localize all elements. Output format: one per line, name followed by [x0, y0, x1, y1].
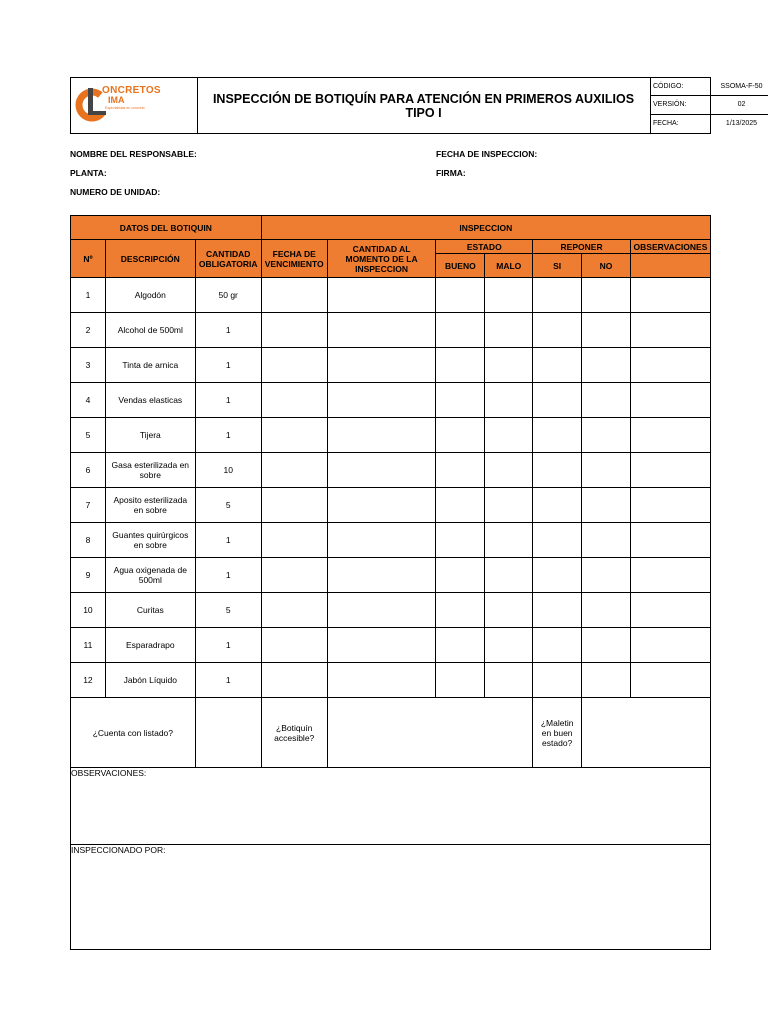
table-row — [71, 348, 711, 383]
observaciones-label: OBSERVACIONES: — [71, 768, 147, 778]
table-row — [71, 278, 711, 313]
table-row — [71, 453, 711, 488]
row-no[interactable] — [582, 558, 631, 593]
col-descripcion: DESCRIPCIÓN — [105, 240, 195, 278]
row-vencimiento[interactable] — [261, 453, 327, 488]
row-number: 1 — [71, 278, 106, 313]
col-bueno: BUENO — [436, 254, 485, 278]
q-maletin: ¿Maletin en buen estado? — [533, 698, 582, 768]
row-description: Curitas — [105, 593, 195, 628]
row-description: Algodón — [105, 278, 195, 313]
row-malo[interactable] — [485, 348, 533, 383]
unidad-label: NUMERO DE UNIDAD: — [70, 187, 161, 197]
observaciones-box[interactable] — [70, 767, 711, 845]
row-bueno[interactable] — [436, 453, 485, 488]
row-si[interactable] — [533, 383, 582, 418]
col-n: Nº — [71, 240, 106, 278]
row-malo[interactable] — [485, 523, 533, 558]
fecha-inspeccion-label: FECHA DE INSPECCION: — [436, 149, 538, 159]
row-quantity: 1 — [195, 383, 261, 418]
row-description: Jabón Líquido — [105, 663, 195, 698]
row-si[interactable] — [533, 558, 582, 593]
col-observaciones-empty — [630, 254, 710, 278]
row-description: Guantes quirúrgicos en sobre — [105, 523, 195, 558]
document-title: INSPECCIÓN DE BOTIQUÍN PARA ATENCIÓN EN PRIMEROS AUXILIOS TIPO I — [197, 78, 651, 133]
row-quantity: 1 — [195, 313, 261, 348]
row-malo[interactable] — [485, 383, 533, 418]
datos-header: DATOS DEL BOTIQUIN — [71, 216, 262, 240]
row-malo[interactable] — [485, 558, 533, 593]
row-no[interactable] — [582, 453, 631, 488]
row-cantidad-momento[interactable] — [327, 278, 436, 313]
table-row — [71, 418, 711, 453]
company-logo — [71, 78, 198, 133]
row-description: Tinta de arnica — [105, 348, 195, 383]
row-observaciones[interactable] — [630, 348, 710, 383]
row-malo[interactable] — [485, 663, 533, 698]
row-bueno[interactable] — [436, 348, 485, 383]
document-header — [70, 77, 763, 134]
row-malo[interactable] — [485, 453, 533, 488]
col-observaciones: OBSERVACIONES — [630, 240, 710, 254]
row-description: Vendas elasticas — [105, 383, 195, 418]
col-cantidad-momento: CANTIDAD AL MOMENTO DE LA INSPECCION — [327, 240, 436, 278]
row-no[interactable] — [582, 383, 631, 418]
row-cantidad-momento[interactable] — [327, 558, 436, 593]
row-observaciones[interactable] — [630, 488, 710, 523]
row-bueno[interactable] — [436, 278, 485, 313]
row-number: 5 — [71, 418, 106, 453]
row-quantity: 50 gr — [195, 278, 261, 313]
row-si[interactable] — [533, 523, 582, 558]
table-row — [71, 558, 711, 593]
row-cantidad-momento[interactable] — [327, 593, 436, 628]
row-si[interactable] — [533, 663, 582, 698]
q-listado-answer[interactable] — [195, 698, 261, 768]
table-row — [71, 488, 711, 523]
row-observaciones[interactable] — [630, 628, 710, 663]
row-si[interactable] — [533, 418, 582, 453]
code-label: CÓDIGO: — [651, 78, 710, 96]
col-no: NO — [582, 254, 631, 278]
row-cantidad-momento[interactable] — [327, 628, 436, 663]
row-no[interactable] — [582, 278, 631, 313]
row-cantidad-momento[interactable] — [327, 383, 436, 418]
responsable-label: NOMBRE DEL RESPONSABLE: — [70, 149, 197, 159]
row-observaciones[interactable] — [630, 523, 710, 558]
row-bueno[interactable] — [436, 488, 485, 523]
row-bueno[interactable] — [436, 558, 485, 593]
row-malo[interactable] — [485, 313, 533, 348]
row-number: 4 — [71, 383, 106, 418]
row-description: Alcohol de 500ml — [105, 313, 195, 348]
row-no[interactable] — [582, 418, 631, 453]
row-vencimiento[interactable] — [261, 313, 327, 348]
table-row — [71, 383, 711, 418]
row-observaciones[interactable] — [630, 313, 710, 348]
row-si[interactable] — [533, 278, 582, 313]
row-si[interactable] — [533, 628, 582, 663]
row-vencimiento[interactable] — [261, 348, 327, 383]
row-description: Gasa esterilizada en sobre — [105, 453, 195, 488]
table-row — [71, 523, 711, 558]
row-cantidad-momento[interactable] — [327, 523, 436, 558]
row-vencimiento[interactable] — [261, 488, 327, 523]
row-observaciones[interactable] — [630, 383, 710, 418]
row-cantidad-momento[interactable] — [327, 453, 436, 488]
inspeccionado-label: INSPECCIONADO POR: — [71, 845, 166, 855]
logo-tagline: Especialistas en concreto — [105, 106, 145, 110]
logo-text-bottom: IMA — [108, 95, 125, 105]
q-listado: ¿Cuenta con listado? — [71, 698, 196, 768]
q-maletin-answer[interactable] — [582, 698, 711, 768]
row-cantidad-momento[interactable] — [327, 488, 436, 523]
row-malo[interactable] — [485, 593, 533, 628]
row-bueno[interactable] — [436, 523, 485, 558]
row-vencimiento[interactable] — [261, 593, 327, 628]
inspection-table — [70, 215, 711, 768]
row-vencimiento[interactable] — [261, 523, 327, 558]
code-value: SSOMA-F-50 — [711, 78, 768, 96]
row-observaciones[interactable] — [630, 558, 710, 593]
row-quantity: 1 — [195, 418, 261, 453]
row-bueno[interactable] — [436, 628, 485, 663]
row-si[interactable] — [533, 453, 582, 488]
firma-label: FIRMA: — [436, 168, 466, 178]
row-si[interactable] — [533, 488, 582, 523]
row-si[interactable] — [533, 593, 582, 628]
q-accesible: ¿Botiquín accesible? — [261, 698, 327, 768]
version-value: 02 — [711, 96, 768, 114]
row-malo[interactable] — [485, 418, 533, 453]
row-description: Esparadrapo — [105, 628, 195, 663]
q-accesible-answer[interactable] — [327, 698, 533, 768]
row-bueno[interactable] — [436, 313, 485, 348]
col-malo: MALO — [485, 254, 533, 278]
date-label: FECHA: — [653, 119, 679, 127]
row-vencimiento[interactable] — [261, 628, 327, 663]
row-cantidad-momento[interactable] — [327, 663, 436, 698]
row-quantity: 1 — [195, 558, 261, 593]
row-number: 6 — [71, 453, 106, 488]
row-si[interactable] — [533, 313, 582, 348]
logo-text-top: ONCRETOS — [102, 85, 161, 96]
row-quantity: 5 — [195, 593, 261, 628]
row-quantity: 1 — [195, 523, 261, 558]
row-no[interactable] — [582, 628, 631, 663]
date-value: 1/13/2025 — [725, 119, 758, 127]
row-observaciones[interactable] — [630, 278, 710, 313]
col-reponer: REPONER — [533, 240, 631, 254]
row-bueno[interactable] — [436, 418, 485, 453]
table-row — [71, 313, 711, 348]
row-description: Agua oxigenada de 500ml — [105, 558, 195, 593]
row-observaciones[interactable] — [630, 418, 710, 453]
row-no[interactable] — [582, 593, 631, 628]
table-row — [71, 663, 711, 698]
row-si[interactable] — [533, 348, 582, 383]
row-malo[interactable] — [485, 628, 533, 663]
planta-label: PLANTA: — [70, 168, 107, 178]
row-quantity: 10 — [195, 453, 261, 488]
row-malo[interactable] — [485, 278, 533, 313]
col-vencimiento: FECHA DE VENCIMIENTO — [261, 240, 327, 278]
row-vencimiento[interactable] — [261, 558, 327, 593]
row-vencimiento[interactable] — [261, 418, 327, 453]
row-no[interactable] — [582, 523, 631, 558]
row-cantidad-momento[interactable] — [327, 313, 436, 348]
row-bueno[interactable] — [436, 593, 485, 628]
row-observaciones[interactable] — [630, 453, 710, 488]
row-number: 12 — [71, 663, 106, 698]
meta-values — [710, 78, 768, 133]
row-vencimiento[interactable] — [261, 383, 327, 418]
row-number: 10 — [71, 593, 106, 628]
row-number: 11 — [71, 628, 106, 663]
row-description: Tijera — [105, 418, 195, 453]
row-cantidad-momento[interactable] — [327, 348, 436, 383]
row-quantity: 1 — [195, 348, 261, 383]
row-observaciones[interactable] — [630, 593, 710, 628]
meta-labels — [651, 78, 710, 133]
row-number: 2 — [71, 313, 106, 348]
row-no[interactable] — [582, 663, 631, 698]
inspeccion-header: INSPECCION — [261, 216, 710, 240]
version-label: VERSIÓN: — [651, 96, 710, 114]
row-cantidad-momento[interactable] — [327, 418, 436, 453]
row-no[interactable] — [582, 313, 631, 348]
row-vencimiento[interactable] — [261, 663, 327, 698]
row-number: 9 — [71, 558, 106, 593]
row-description: Aposito esterilizada en sobre — [105, 488, 195, 523]
row-quantity: 5 — [195, 488, 261, 523]
row-no[interactable] — [582, 348, 631, 383]
row-quantity: 1 — [195, 663, 261, 698]
row-vencimiento[interactable] — [261, 278, 327, 313]
row-bueno[interactable] — [436, 383, 485, 418]
row-number: 8 — [71, 523, 106, 558]
row-observaciones[interactable] — [630, 663, 710, 698]
table-row — [71, 628, 711, 663]
col-si: SI — [533, 254, 582, 278]
inspeccionado-box[interactable] — [70, 844, 711, 950]
col-estado: ESTADO — [436, 240, 533, 254]
col-cantidad: CANTIDAD OBLIGATORIA — [195, 240, 261, 278]
table-row — [71, 593, 711, 628]
row-number: 7 — [71, 488, 106, 523]
row-quantity: 1 — [195, 628, 261, 663]
row-no[interactable] — [582, 488, 631, 523]
row-bueno[interactable] — [436, 663, 485, 698]
row-number: 3 — [71, 348, 106, 383]
row-malo[interactable] — [485, 488, 533, 523]
